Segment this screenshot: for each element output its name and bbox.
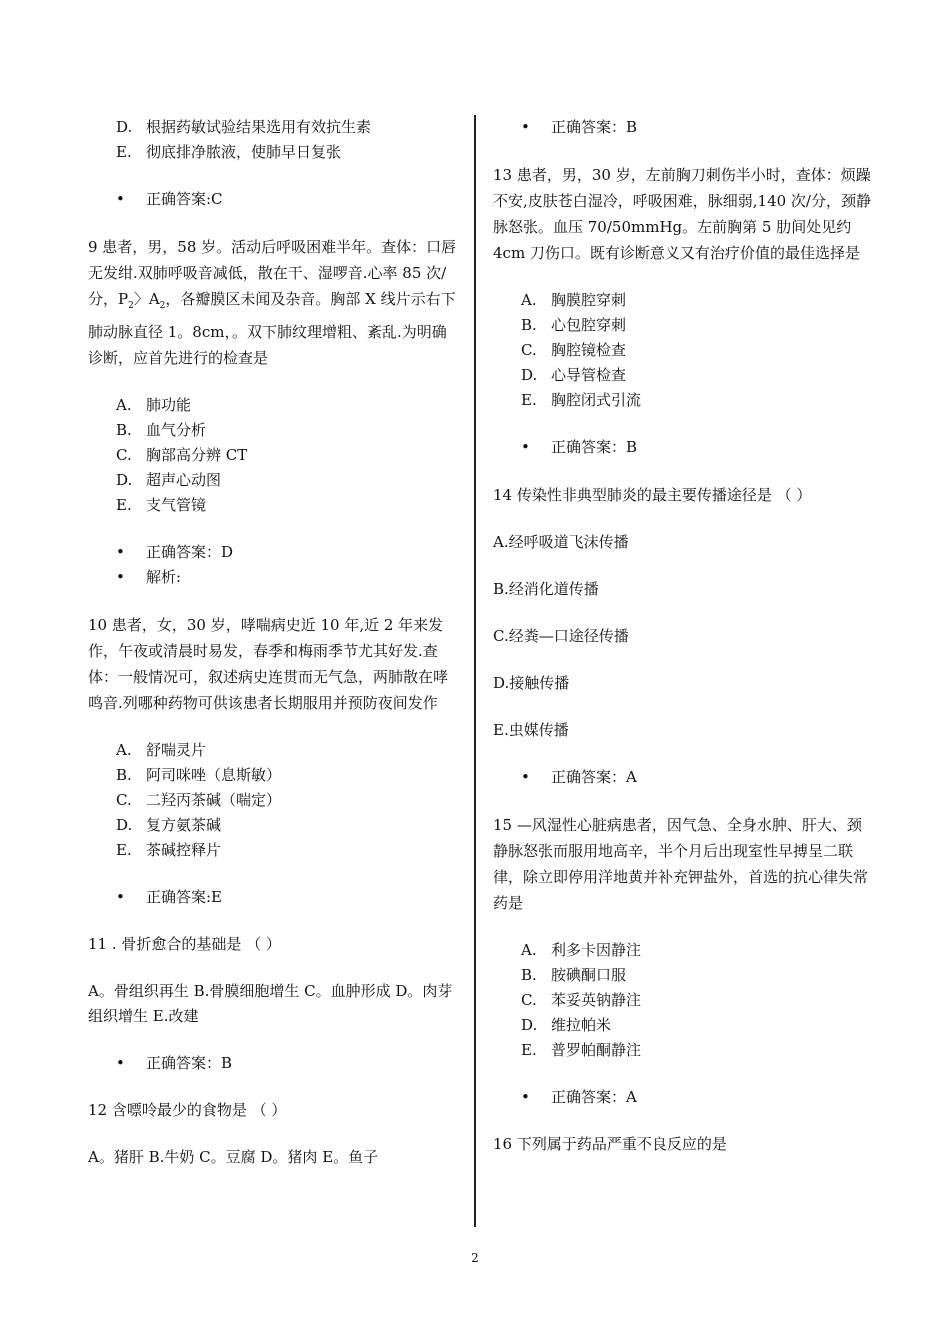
bullet-icon: • <box>521 768 530 786</box>
q8-option-e: E. 彻底排净脓液，使肺早日复张 <box>116 143 342 161</box>
column-divider <box>474 115 476 1227</box>
q14-option-c: C.经粪—口途径传播 <box>493 627 629 645</box>
q15-stem: 15 —风湿性心脏病患者，因气急、全身水肿、肝大、颈静脉怒张而服用地高辛，半个月后出现室性早搏呈二联律，除立即停用洋地黄并补充钾盐外，首选的抗心律失常药是 <box>493 816 869 912</box>
q10-option-d: D. 复方氨茶碱 <box>116 816 222 834</box>
bullet-icon: • <box>116 543 125 561</box>
right-column <box>493 115 873 1157</box>
q10-stem: 10 患者，女，30 岁，哮喘病史近 10 年,近 2 年来发作，午夜或清晨时易发，春季和梅雨季节尤其好发.查体：一般情况可，叙述病史连贯而无气急，两肺散在哮鸣音.列哪种药物可供该患者长期服用并预防夜间发作 <box>88 616 449 712</box>
bullet-icon: • <box>521 1088 530 1106</box>
q9-option-e: E. 支气管镜 <box>116 496 207 514</box>
q9-answer: • 正确答案：D <box>88 540 460 565</box>
q10-option-e: E. 茶碱控释片 <box>116 841 222 859</box>
q14-option-a: A.经呼吸道飞沫传播 <box>493 533 629 551</box>
q8-answer: • 正确答案:C <box>88 187 460 212</box>
q16-stem: 16 下列属于药品严重不良反应的是 <box>493 1135 727 1153</box>
q9-option-d: D. 超声心动图 <box>116 471 222 489</box>
q10-answer: • 正确答案:E <box>88 885 460 910</box>
q12-stem: 12 含嘌呤最少的食物是 （ ） <box>88 1101 287 1119</box>
q14-stem: 14 传染性非典型肺炎的最主要传播途径是 （ ） <box>493 486 812 504</box>
bullet-icon: • <box>116 568 125 586</box>
page-number: 2 <box>471 1251 479 1265</box>
q15-answer: • 正确答案：A <box>493 1085 873 1110</box>
bullet-icon: • <box>116 190 125 208</box>
q12-options: A。猪肝 B.牛奶 C。豆腐 D。猪肉 E。鱼子 <box>88 1148 379 1166</box>
q9-option-c: C. 胸部高分辨 CT <box>116 446 248 464</box>
q13-option-e: E. 胸腔闭式引流 <box>521 391 642 409</box>
q10-option-b: B. 阿司咪唑（息斯敏） <box>116 766 282 784</box>
q13-option-a: A. 胸膜腔穿刺 <box>521 291 627 309</box>
q15-option-d: D. 维拉帕米 <box>521 1016 612 1034</box>
left-column <box>88 115 460 1170</box>
q15-option-e: E. 普罗帕酮静注 <box>521 1041 642 1059</box>
bullet-icon: • <box>521 438 530 456</box>
q14-option-d: D.接触传播 <box>493 674 570 692</box>
q14-answer: • 正确答案：A <box>493 765 873 790</box>
q15-option-b: B. 胺碘酮口服 <box>521 966 627 984</box>
q13-option-c: C. 胸腔镜检查 <box>521 341 627 359</box>
q11-stem: 11 . 骨折愈合的基础是 （ ） <box>88 935 281 953</box>
q13-answer: • 正确答案：B <box>493 435 873 460</box>
q9-stem: 9 患者，男，58 岁。活动后呼吸困难半年。查体：口唇无发绀.双肺呼吸音减低，散在干、湿啰音.心率 85 次/分，$P_2$〉$A_2$，各瓣膜区未闻及杂音。胸部 X 线片示右下肺动脉直径 1。8cm，。双下肺纹理增粗、紊乱.为明确诊断，应首先进行的检查是 <box>88 238 457 367</box>
q11-answer: • 正确答案：B <box>88 1051 460 1076</box>
bullet-icon: • <box>116 888 125 906</box>
q15-option-c: C. 苯妥英钠静注 <box>521 991 642 1009</box>
q13-option-b: B. 心包腔穿刺 <box>521 316 627 334</box>
q8-option-d: D. 根据药敏试验结果选用有效抗生素 <box>116 118 372 136</box>
q14-option-b: B.经消化道传播 <box>493 580 599 598</box>
q10-option-a: A. 舒喘灵片 <box>116 741 207 759</box>
bullet-icon: • <box>116 1054 125 1072</box>
bullet-icon: • <box>521 118 530 136</box>
q9-analysis: • 解析: <box>88 565 460 590</box>
q9-option-a: A. 肺功能 <box>116 396 192 414</box>
q15-option-a: A. 利多卡因静注 <box>521 941 642 959</box>
q11-options: A。骨组织再生 B.骨膜细胞增生 C。血肿形成 D。肉芽组织增生 E.改建 <box>88 982 453 1025</box>
q13-option-d: D. 心导管检查 <box>521 366 627 384</box>
q13-stem: 13 患者，男，30 岁，左前胸刀刺伤半小时，查体：烦躁不安,皮肤苍白湿冷，呼吸困难，脉细弱,140 次/分，颈静脉怒张。血压 70/50mmHg。左前胸第 5 肋间处见约 4cm 刀伤口。既有诊断意义又有治疗价值的最佳选择是 <box>493 166 871 262</box>
q12-answer: • 正确答案：B <box>493 115 873 140</box>
q14-option-e: E.虫媒传播 <box>493 721 569 739</box>
q9-option-b: B. 血气分析 <box>116 421 207 439</box>
q10-option-c: C. 二羟丙茶碱（喘定） <box>116 791 282 809</box>
